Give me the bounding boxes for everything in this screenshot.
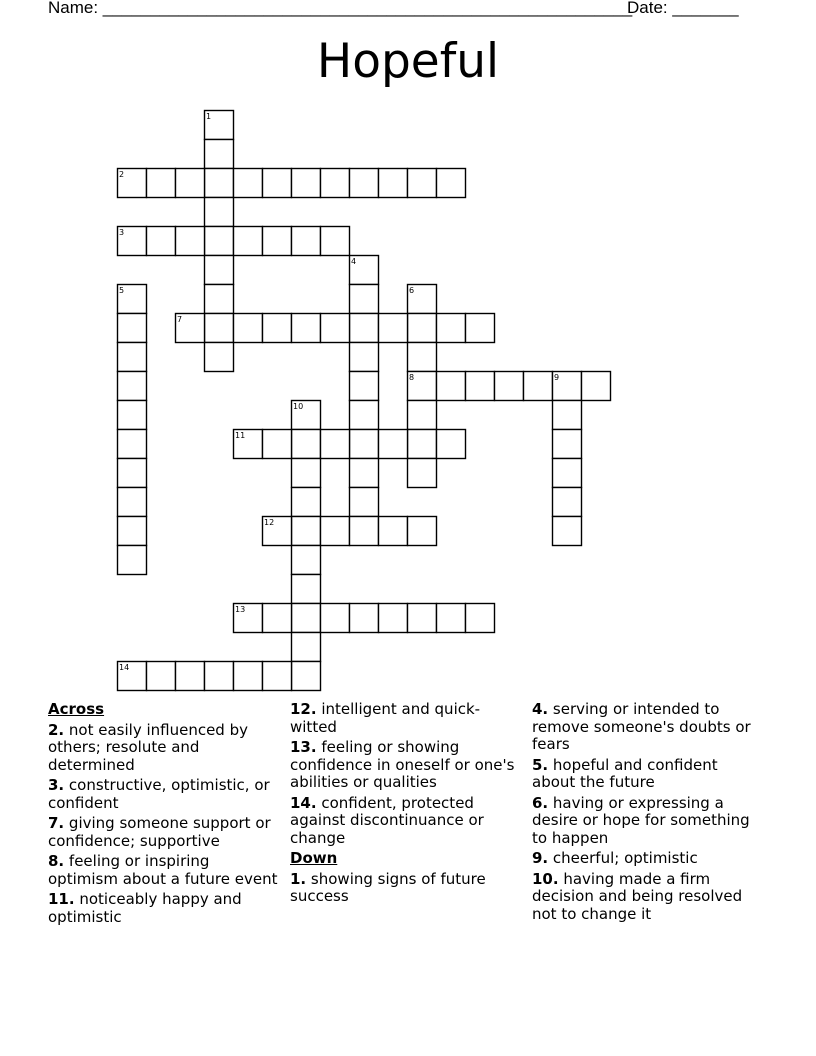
grid-cell[interactable] bbox=[350, 604, 379, 633]
grid-cell[interactable] bbox=[118, 430, 147, 459]
grid-cell[interactable] bbox=[553, 459, 582, 488]
grid-cell[interactable] bbox=[379, 604, 408, 633]
grid-cell[interactable] bbox=[234, 604, 263, 633]
grid-cell[interactable] bbox=[582, 372, 611, 401]
clue-column-2 bbox=[290, 701, 520, 909]
clue-across-12 bbox=[290, 701, 520, 736]
clue-number: 14. bbox=[290, 793, 317, 812]
clue-across-8 bbox=[48, 853, 278, 888]
grid-cell[interactable] bbox=[350, 343, 379, 372]
grid-cell[interactable] bbox=[118, 372, 147, 401]
grid-cell[interactable] bbox=[263, 227, 292, 256]
grid-cell[interactable] bbox=[321, 517, 350, 546]
grid-cell[interactable] bbox=[408, 459, 437, 488]
across-heading: Across bbox=[48, 700, 105, 718]
grid-cell[interactable] bbox=[553, 372, 582, 401]
grid-cell[interactable] bbox=[408, 430, 437, 459]
grid-cell[interactable] bbox=[205, 227, 234, 256]
grid-cell[interactable] bbox=[350, 401, 379, 430]
grid-cell[interactable] bbox=[350, 488, 379, 517]
clue-column-1 bbox=[48, 701, 278, 929]
grid-cell[interactable] bbox=[408, 517, 437, 546]
grid-cell[interactable] bbox=[466, 314, 495, 343]
clue-text: confident, protected against discontinuance or change bbox=[290, 793, 484, 847]
grid-cell[interactable] bbox=[437, 604, 466, 633]
grid-cell[interactable] bbox=[147, 227, 176, 256]
grid-cell[interactable] bbox=[205, 111, 234, 140]
grid-cell[interactable] bbox=[118, 227, 147, 256]
grid-cell[interactable] bbox=[118, 343, 147, 372]
cell-number: 2 bbox=[119, 170, 125, 179]
grid-cell[interactable] bbox=[292, 401, 321, 430]
grid-cell[interactable] bbox=[118, 169, 147, 198]
grid-cell[interactable] bbox=[147, 662, 176, 691]
clue-down-6 bbox=[532, 795, 762, 848]
grid-cell[interactable] bbox=[350, 459, 379, 488]
grid-cell[interactable] bbox=[234, 314, 263, 343]
cell-number: 4 bbox=[351, 257, 357, 266]
grid-cell[interactable] bbox=[553, 401, 582, 430]
name-field-label: Name: ________________________________________________________ bbox=[48, 0, 633, 17]
grid-cell[interactable] bbox=[408, 372, 437, 401]
clue-across-11 bbox=[48, 891, 278, 926]
cell-number: 7 bbox=[177, 315, 183, 324]
grid-cell[interactable] bbox=[205, 285, 234, 314]
grid-cell[interactable] bbox=[263, 517, 292, 546]
clue-across-2 bbox=[48, 722, 278, 775]
grid-cell[interactable] bbox=[379, 314, 408, 343]
grid-cell[interactable] bbox=[205, 198, 234, 227]
clue-number: 3. bbox=[48, 776, 65, 794]
clue-text: intelligent and quick-witted bbox=[290, 700, 481, 736]
cell-number: 14 bbox=[119, 663, 130, 672]
grid-cell[interactable] bbox=[118, 285, 147, 314]
grid-cell[interactable] bbox=[234, 227, 263, 256]
clue-down-5 bbox=[532, 757, 762, 792]
clue-text: feeling or showing confidence in oneself or one's abilities or qualities bbox=[290, 738, 515, 791]
grid-cell[interactable] bbox=[350, 517, 379, 546]
grid-cell[interactable] bbox=[437, 372, 466, 401]
grid-cell[interactable] bbox=[234, 662, 263, 691]
grid-cell[interactable] bbox=[321, 314, 350, 343]
clue-down-9 bbox=[532, 850, 762, 868]
cell-number: 3 bbox=[119, 228, 125, 237]
grid-cell[interactable] bbox=[118, 459, 147, 488]
clue-number: 6. bbox=[532, 793, 549, 812]
clue-number: 7. bbox=[48, 814, 65, 832]
clue-text: serving or intended to remove someone's doubts or fears bbox=[532, 700, 751, 753]
grid-cell[interactable] bbox=[292, 604, 321, 633]
grid-cell[interactable] bbox=[292, 575, 321, 604]
clue-number: 13. bbox=[290, 738, 317, 756]
grid-cell[interactable] bbox=[147, 169, 176, 198]
clue-text: cheerful; optimistic bbox=[552, 849, 698, 867]
grid-cell[interactable] bbox=[205, 343, 234, 372]
clue-text: not easily influenced by others; resolute and determined bbox=[48, 720, 248, 774]
grid-cell[interactable] bbox=[350, 430, 379, 459]
grid-cell[interactable] bbox=[263, 604, 292, 633]
grid-cell[interactable] bbox=[205, 169, 234, 198]
grid-cell[interactable] bbox=[350, 372, 379, 401]
grid-cell[interactable] bbox=[379, 517, 408, 546]
grid-cell[interactable] bbox=[553, 488, 582, 517]
grid-cell[interactable] bbox=[234, 430, 263, 459]
grid-cell[interactable] bbox=[263, 169, 292, 198]
clue-number: 8. bbox=[48, 852, 65, 870]
grid-cell[interactable] bbox=[118, 314, 147, 343]
grid-cell[interactable] bbox=[408, 169, 437, 198]
clue-number: 2. bbox=[48, 720, 65, 739]
grid-cell[interactable] bbox=[350, 285, 379, 314]
grid-cell[interactable] bbox=[118, 662, 147, 691]
clue-number: 12. bbox=[290, 700, 317, 718]
grid-cell[interactable] bbox=[176, 227, 205, 256]
grid-cell[interactable] bbox=[205, 314, 234, 343]
grid-cell[interactable] bbox=[176, 169, 205, 198]
grid-cell[interactable] bbox=[292, 633, 321, 662]
cell-number: 12 bbox=[264, 518, 275, 527]
grid-cell[interactable] bbox=[176, 314, 205, 343]
grid-cell[interactable] bbox=[321, 169, 350, 198]
clue-across-13 bbox=[290, 739, 520, 792]
clue-text: giving someone support or confidence; supportive bbox=[48, 814, 271, 850]
grid-cell[interactable] bbox=[292, 546, 321, 575]
clue-text: showing signs of future success bbox=[290, 869, 486, 905]
grid-cell[interactable] bbox=[408, 314, 437, 343]
grid-cell[interactable] bbox=[292, 314, 321, 343]
grid-cell[interactable] bbox=[350, 256, 379, 285]
grid-cell[interactable] bbox=[437, 169, 466, 198]
grid-cell[interactable] bbox=[321, 227, 350, 256]
cell-number: 8 bbox=[409, 373, 415, 382]
clue-number: 4. bbox=[532, 700, 549, 718]
grid-cell[interactable] bbox=[466, 372, 495, 401]
grid-cell[interactable] bbox=[437, 430, 466, 459]
clue-across-14 bbox=[290, 795, 520, 848]
clue-across-3 bbox=[48, 777, 278, 812]
down-heading: Down bbox=[290, 849, 338, 867]
grid-cell[interactable] bbox=[553, 430, 582, 459]
grid-cell[interactable] bbox=[205, 140, 234, 169]
clue-text: hopeful and confident about the future bbox=[532, 755, 718, 791]
grid-cell[interactable] bbox=[205, 662, 234, 691]
grid-cell[interactable] bbox=[408, 343, 437, 372]
grid-cell[interactable] bbox=[118, 546, 147, 575]
grid-cell[interactable] bbox=[118, 401, 147, 430]
cell-number: 9 bbox=[554, 373, 560, 382]
grid-cell[interactable] bbox=[524, 372, 553, 401]
grid-cell[interactable] bbox=[321, 604, 350, 633]
cell-number: 6 bbox=[409, 286, 415, 295]
clue-down-10 bbox=[532, 871, 762, 924]
clue-text: noticeably happy and optimistic bbox=[48, 890, 242, 926]
cell-number: 1 bbox=[206, 112, 212, 121]
clue-text: having made a firm decision and being resolved not to change it bbox=[532, 869, 743, 923]
grid-cell[interactable] bbox=[292, 488, 321, 517]
clue-number: 1. bbox=[290, 869, 307, 888]
clue-text: feeling or inspiring optimism about a future event bbox=[48, 852, 278, 888]
clue-text: constructive, optimistic, or confident bbox=[48, 776, 270, 812]
clue-number: 5. bbox=[532, 755, 549, 774]
cell-number: 13 bbox=[235, 605, 246, 614]
grid-cell[interactable] bbox=[437, 314, 466, 343]
clue-text: having or expressing a desire or hope for something to happen bbox=[532, 793, 750, 847]
clue-down-1 bbox=[290, 871, 520, 906]
grid-cell[interactable] bbox=[408, 604, 437, 633]
grid-cell[interactable] bbox=[350, 169, 379, 198]
grid-cell[interactable] bbox=[292, 227, 321, 256]
cell-number: 5 bbox=[119, 286, 125, 295]
clue-number: 10. bbox=[532, 869, 559, 888]
grid-cell[interactable] bbox=[292, 662, 321, 691]
grid-cell[interactable] bbox=[118, 488, 147, 517]
grid-cell[interactable] bbox=[466, 604, 495, 633]
grid-cell[interactable] bbox=[350, 314, 379, 343]
clue-number: 9. bbox=[532, 849, 549, 867]
cell-number: 11 bbox=[235, 431, 246, 440]
grid-cell[interactable] bbox=[408, 401, 437, 430]
cell-number: 10 bbox=[293, 402, 304, 411]
grid-cell[interactable] bbox=[292, 169, 321, 198]
grid-cell[interactable] bbox=[263, 430, 292, 459]
clue-number: 11. bbox=[48, 890, 75, 908]
grid-cell[interactable] bbox=[118, 517, 147, 546]
grid-cell[interactable] bbox=[321, 430, 350, 459]
date-field-label: Date: _______ bbox=[627, 0, 739, 17]
grid-cell[interactable] bbox=[553, 517, 582, 546]
clue-across-7 bbox=[48, 815, 278, 850]
grid-cell[interactable] bbox=[495, 372, 524, 401]
grid-cell[interactable] bbox=[205, 256, 234, 285]
grid-cell[interactable] bbox=[234, 169, 263, 198]
grid-cell[interactable] bbox=[379, 169, 408, 198]
puzzle-title: Hopeful bbox=[316, 34, 500, 89]
grid-cell[interactable] bbox=[263, 662, 292, 691]
grid-cell[interactable] bbox=[292, 517, 321, 546]
grid-cell[interactable] bbox=[408, 285, 437, 314]
clue-down-4 bbox=[532, 701, 762, 754]
grid-cell[interactable] bbox=[292, 459, 321, 488]
clue-column-3 bbox=[532, 701, 762, 926]
grid-cell[interactable] bbox=[176, 662, 205, 691]
grid-cell[interactable] bbox=[379, 430, 408, 459]
grid-cell[interactable] bbox=[263, 314, 292, 343]
grid-cell[interactable] bbox=[292, 430, 321, 459]
